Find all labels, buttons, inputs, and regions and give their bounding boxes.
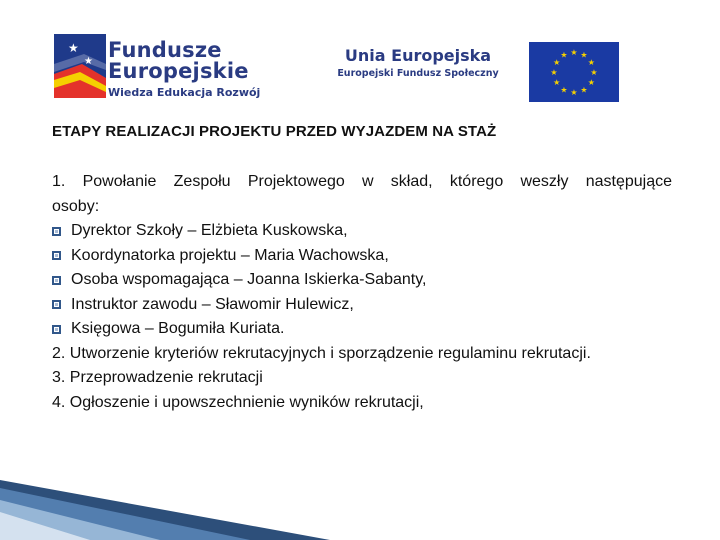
eu-star-icon: ★ <box>560 50 568 60</box>
checkbox-bullet-icon <box>52 227 61 236</box>
eu-star-icon: ★ <box>570 48 578 57</box>
fe-title-line1: Fundusze <box>108 38 222 62</box>
ue-subtitle: Europejski Fundusz Społeczny <box>337 68 499 79</box>
item-2: 2. Utworzenie kryteriów rekrutacyjnych i sporządzenie regulaminu rekrutacji. <box>52 344 591 362</box>
checkbox-bullet-icon <box>52 300 61 309</box>
checkbox-bullet-icon <box>52 276 61 285</box>
unia-europejska-logo <box>320 46 516 79</box>
fe-subtitle: Wiedza Edukacja Rozwój <box>108 86 261 99</box>
fundusze-europejskie-text <box>108 40 260 99</box>
eu-star-icon: ★ <box>587 78 595 87</box>
bullet-item <box>52 244 672 269</box>
fe-title-line2: Europejskie <box>108 59 249 83</box>
document-body <box>52 170 672 415</box>
svg-text:★: ★ <box>84 56 93 67</box>
item-1-line-1: 1. Powołanie Zespołu Projektowego w skład, którego weszły następujące <box>52 173 672 190</box>
fundusze-europejskie-logo <box>44 26 314 110</box>
eu-star-icon: ★ <box>580 50 588 60</box>
corner-decoration <box>0 440 720 540</box>
ue-title: Unia Europejska <box>344 46 492 65</box>
eu-star-icon: ★ <box>553 78 561 87</box>
page-heading: ETAPY REALIZACJI PROJEKTU PRZED WYJAZDEM NA STAŻ <box>52 123 497 140</box>
eu-star-icon: ★ <box>587 58 595 67</box>
bullet-text: Koordynatorka projektu – Maria Wachowska, <box>71 246 389 264</box>
bullet-text: Księgowa – Bogumiła Kuriata. <box>71 320 285 337</box>
svg-text:★: ★ <box>68 41 79 55</box>
eu-star-icon: ★ <box>590 68 598 77</box>
logo-bar <box>44 18 622 110</box>
bullet-item <box>52 317 672 342</box>
eu-flag-icon <box>529 42 619 102</box>
bullet-text: Osoba wspomagająca – Joanna Iskierka-Sabanty, <box>71 271 427 288</box>
bullet-item <box>52 268 672 293</box>
bullet-item <box>52 219 672 244</box>
eu-star-icon: ★ <box>570 88 578 97</box>
item-3: 3. Przeprowadzenie rekrutacji <box>52 369 263 386</box>
bullet-text: Instruktor zawodu – Sławomir Hulewicz, <box>71 295 354 313</box>
checkbox-bullet-icon <box>52 325 61 334</box>
item-1-line-2: osoby: <box>52 197 100 215</box>
item-4: 4. Ogłoszenie i upowszechnienie wyników rekrutacji, <box>52 393 424 411</box>
bullet-item <box>52 293 672 318</box>
eu-star-icon: ★ <box>550 68 558 77</box>
eu-star-icon: ★ <box>553 58 561 67</box>
fundusze-europejskie-symbol-icon <box>54 34 106 98</box>
eu-star-icon: ★ <box>560 85 568 95</box>
bullet-text: Dyrektor Szkoły – Elżbieta Kuskowska, <box>71 222 348 239</box>
eu-star-icon: ★ <box>580 85 588 95</box>
checkbox-bullet-icon <box>52 251 61 260</box>
